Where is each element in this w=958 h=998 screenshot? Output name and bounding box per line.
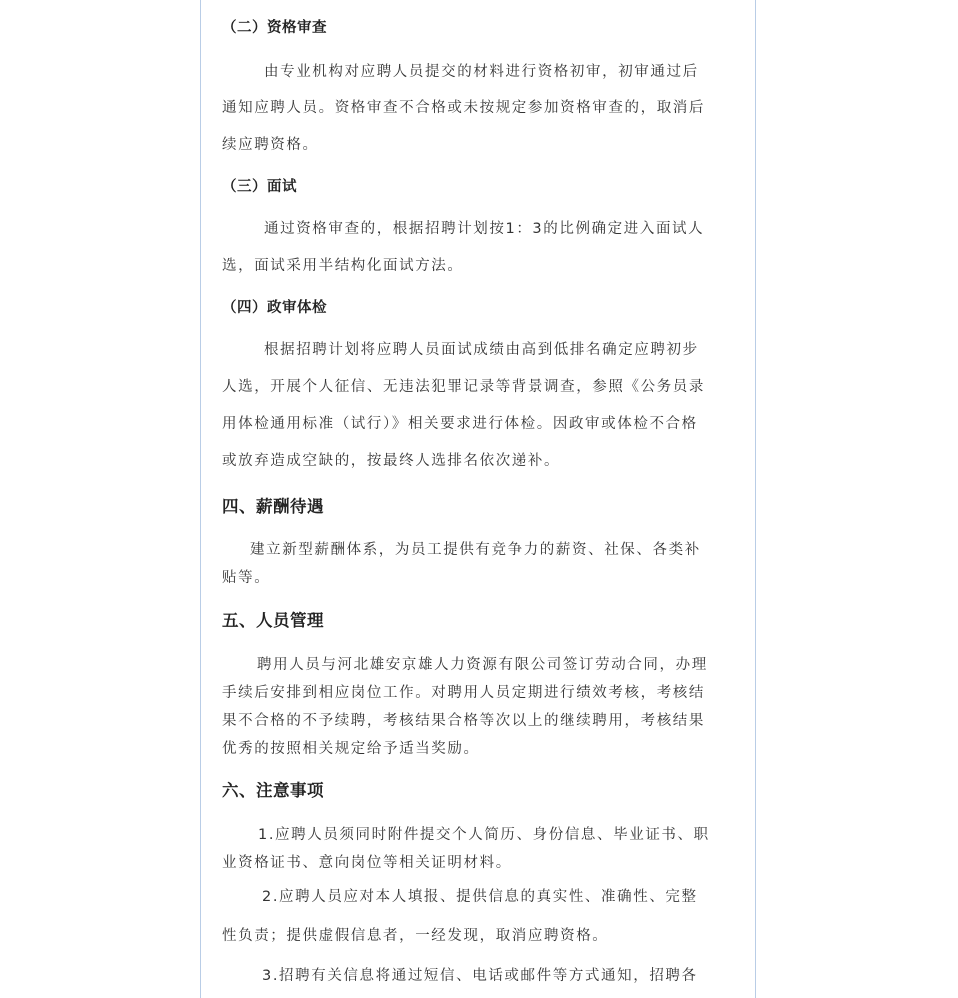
- paragraph-line: 手续后安排到相应岗位工作。对聘用人员定期进行绩效考核，考核结: [222, 685, 705, 701]
- paragraph-line: 贴等。: [222, 570, 271, 586]
- paragraph-line: 性负责；提供虚假信息者，一经发现，取消应聘资格。: [222, 928, 609, 944]
- paragraph-line: 根据招聘计划将应聘人员面试成绩由高到低排名确定应聘初步: [264, 342, 699, 358]
- section-heading-notes: 六、注意事项: [222, 781, 324, 800]
- paragraph-line: 业资格证书、意向岗位等相关证明材料。: [222, 855, 512, 871]
- paragraph-line: 果不合格的不予续聘，考核结果合格等次以上的继续聘用，考核结果: [222, 713, 705, 729]
- subheading-qualification-review: （二）资格审查: [222, 20, 327, 36]
- section-heading-personnel-management: 五、人员管理: [222, 611, 324, 630]
- article-column: [200, 0, 756, 998]
- paragraph-line: 1.应聘人员须同时附件提交个人简历、身份信息、毕业证书、职: [258, 827, 710, 843]
- paragraph-line: 由专业机构对应聘人员提交的材料进行资格初审，初审通过后: [264, 64, 699, 80]
- paragraph-line: 聘用人员与河北雄安京雄人力资源有限公司签订劳动合同，办理: [257, 657, 708, 673]
- paragraph-line: 优秀的按照相关规定给予适当奖励。: [222, 741, 480, 757]
- paragraph-line: 通知应聘人员。资格审查不合格或未按规定参加资格审查的，取消后: [222, 100, 705, 116]
- paragraph-line: 通过资格审查的，根据招聘计划按1：3的比例确定进入面试人: [264, 221, 705, 237]
- paragraph-line: 建立新型薪酬体系，为员工提供有竞争力的薪资、社保、各类补: [250, 542, 701, 558]
- paragraph-line: 续应聘资格。: [222, 137, 319, 153]
- subheading-background-check: （四）政审体检: [222, 300, 327, 316]
- paragraph-line: 2.应聘人员应对本人填报、提供信息的真实性、准确性、完整: [262, 889, 698, 905]
- paragraph-line: 3.招聘有关信息将通过短信、电话或邮件等方式通知，招聘各: [262, 968, 698, 984]
- section-heading-compensation: 四、薪酬待遇: [222, 497, 324, 516]
- paragraph-line: 选，面试采用半结构化面试方法。: [222, 258, 464, 274]
- paragraph-line: 用体检通用标准（试行）》相关要求进行体检。因政审或体检不合格: [222, 416, 698, 432]
- subheading-interview: （三）面试: [222, 179, 297, 195]
- paragraph-line: 或放弃造成空缺的，按最终人选排名依次递补。: [222, 453, 561, 469]
- paragraph-line: 人选，开展个人征信、无违法犯罪记录等背景调查，参照《公务员录: [222, 379, 705, 395]
